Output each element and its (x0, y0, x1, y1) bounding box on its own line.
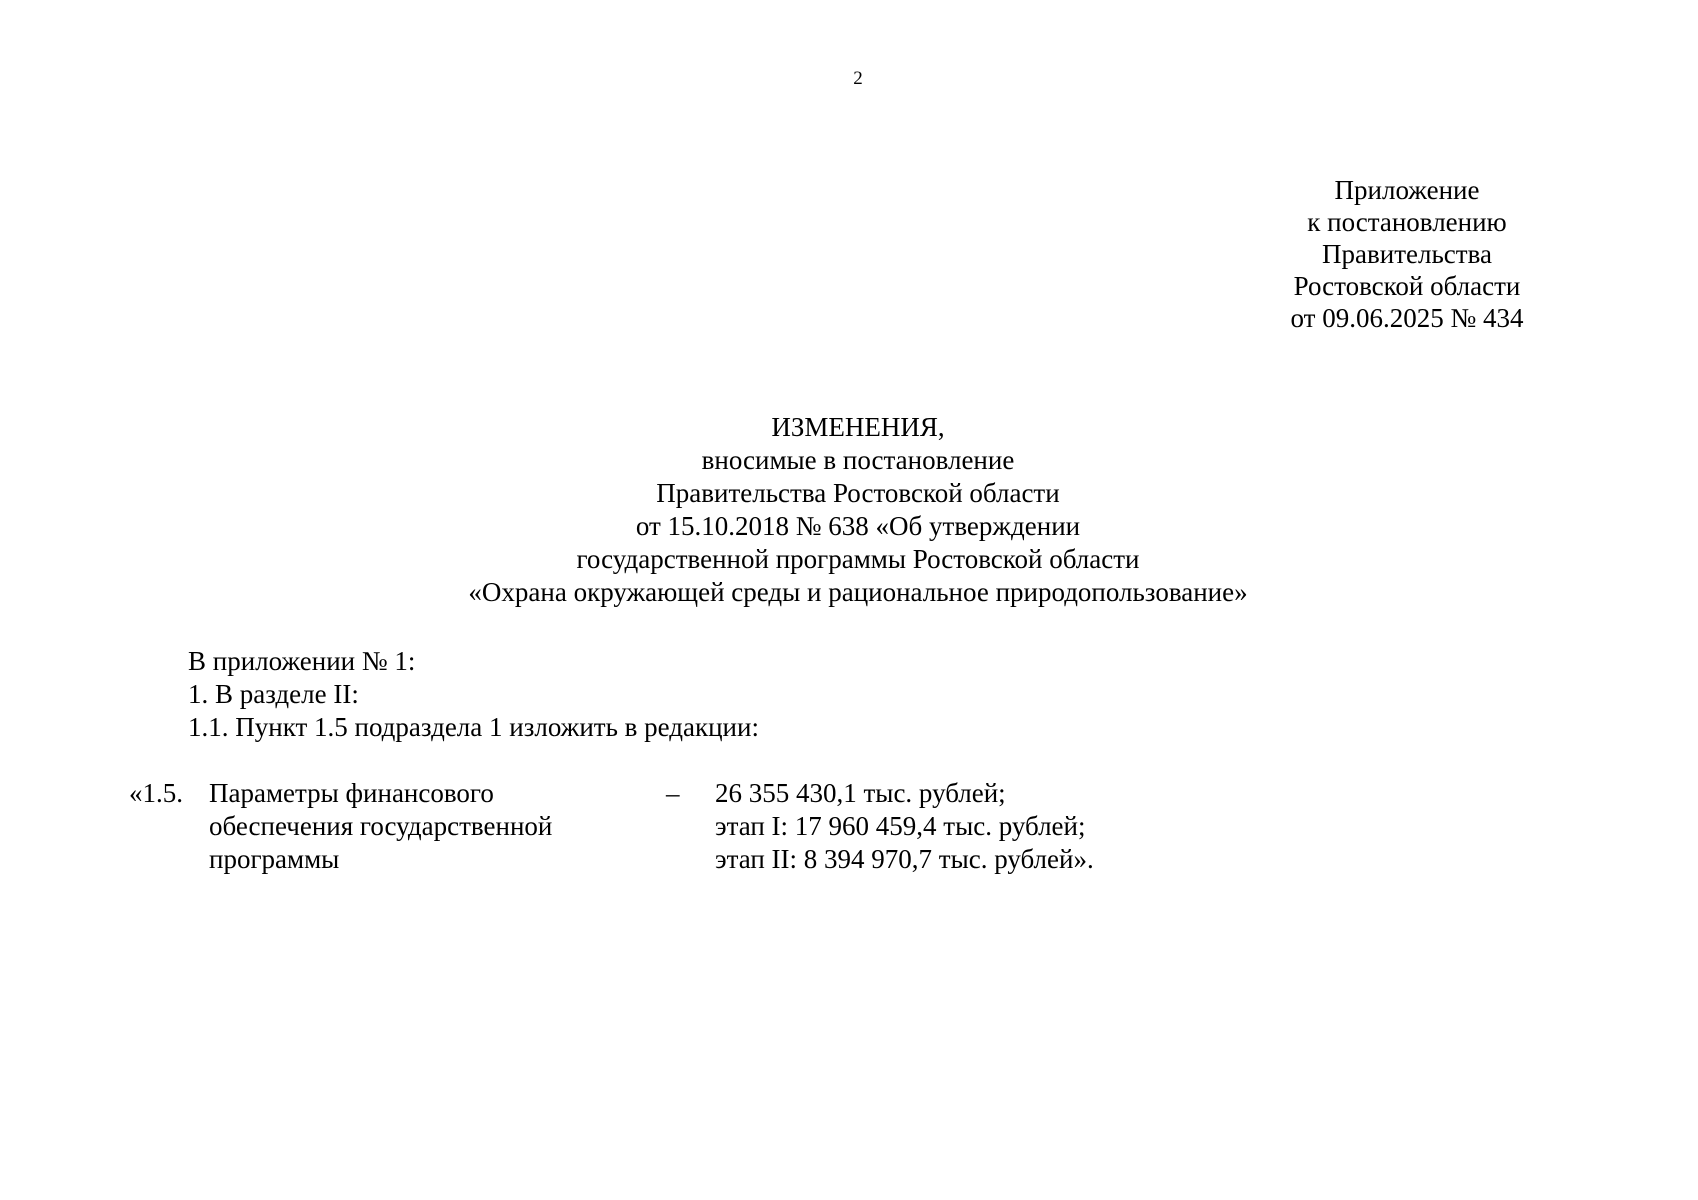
title-line: «Охрана окружающей среды и рациональное природопользование» (468, 577, 1248, 607)
item-value-line: этап II: 8 394 970,7 тыс. рублей». (715, 844, 1094, 874)
appendix-line: к постановлению (1307, 207, 1507, 237)
title-line: государственной программы Ростовской области (576, 544, 1140, 574)
body-paragraphs (188, 645, 759, 744)
title-line: ИЗМЕНЕНИЯ, (771, 412, 945, 442)
appendix-header (1257, 174, 1557, 334)
document-title (0, 411, 1698, 609)
paragraph: 1.1. Пункт 1.5 подраздела 1 изложить в редакции: (188, 712, 759, 742)
appendix-line: от 09.06.2025 № 434 (1290, 303, 1524, 333)
appendix-line: Правительства (1322, 239, 1492, 269)
appendix-line: Приложение (1334, 175, 1480, 205)
item-label (209, 777, 552, 876)
item-label-line: Параметры финансового (209, 778, 494, 808)
appendix-line: Ростовской области (1293, 271, 1521, 301)
item-value (715, 777, 1094, 876)
paragraph: В приложении № 1: (188, 646, 416, 676)
title-line: от 15.10.2018 № 638 «Об утверждении (635, 511, 1081, 541)
item-label-line: обеспечения государственной (209, 811, 553, 841)
page-number: 2 (853, 68, 863, 89)
title-line: Правительства Ростовской области (656, 478, 1060, 508)
item-dash: – (666, 778, 680, 808)
paragraph: 1. В разделе II: (188, 679, 359, 709)
item-value-line: этап I: 17 960 459,4 тыс. рублей; (715, 811, 1086, 841)
item-number: «1.5. (129, 778, 183, 808)
title-line: вносимые в постановление (701, 445, 1015, 475)
item-label-line: программы (209, 844, 340, 874)
item-value-line: 26 355 430,1 тыс. рублей; (715, 778, 1006, 808)
